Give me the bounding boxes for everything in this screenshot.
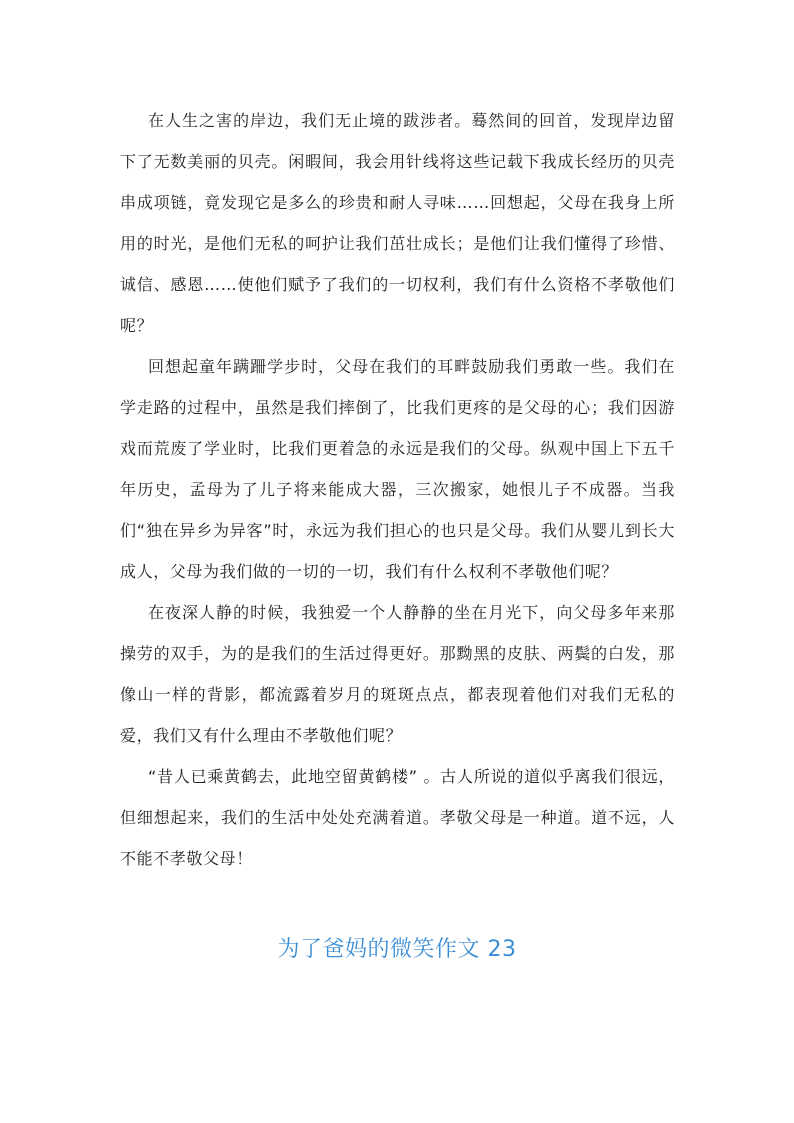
article-body [120,100,675,879]
paragraph-4: “昔人已乘黄鹤去，此地空留黄鹤楼” 。古人所说的道似乎离我们很远，但细想起来，我们的生活中处处充满着道。孝敬父母是一种道。道不远，人不能不孝敬父母！ [120,767,675,868]
paragraph-3: 在夜深人静的时候，我独爱一个人静静的坐在月光下，向父母多年来那操劳的双手，为的是我们的生活过得更好。那黝黑的皮肤、两鬓的白发，那像山一样的背影，都流露着岁月的斑斑点点，都表现着他们对我们无私的爱，我们又有什么理由不孝敬他们呢？ [120,603,675,745]
next-article-title: 为了爸妈的微笑作文 23 [277,937,517,962]
paragraph-1: 在人生之害的岸边，我们无止境的跋涉者。蓦然间的回首，发现岸边留下了无数美丽的贝壳。闲暇间，我会用针线将这些记载下我成长经历的贝壳串成项链，竟发现它是多么的珍贵和耐人寻味……回想起，父母在我身上所用的时光，是他们无私的呵护让我们茁壮成长；是他们让我们懂得了珍惜、诚信、感恩……使他们赋予了我们的一切权利，我们有什么资格不孝敬他们呢？ [120,111,675,335]
paragraph-2: 回想起童年蹒跚学步时，父母在我们的耳畔鼓励我们勇敢一些。我们在学走路的过程中，虽然是我们摔倒了，比我们更疼的是父母的心；我们因游戏而荒废了学业时，比我们更着急的永远是我们的父母。纵观中国上下五千年历史，孟母为了儿子将来能成大器，三次搬家，她恨儿子不成器。当我们“独在异乡为异客”时，永远为我们担心的也只是父母。我们从婴儿到长大成人，父母为我们做的一切的一切，我们有什么权利不孝敬他们呢？ [120,357,675,581]
